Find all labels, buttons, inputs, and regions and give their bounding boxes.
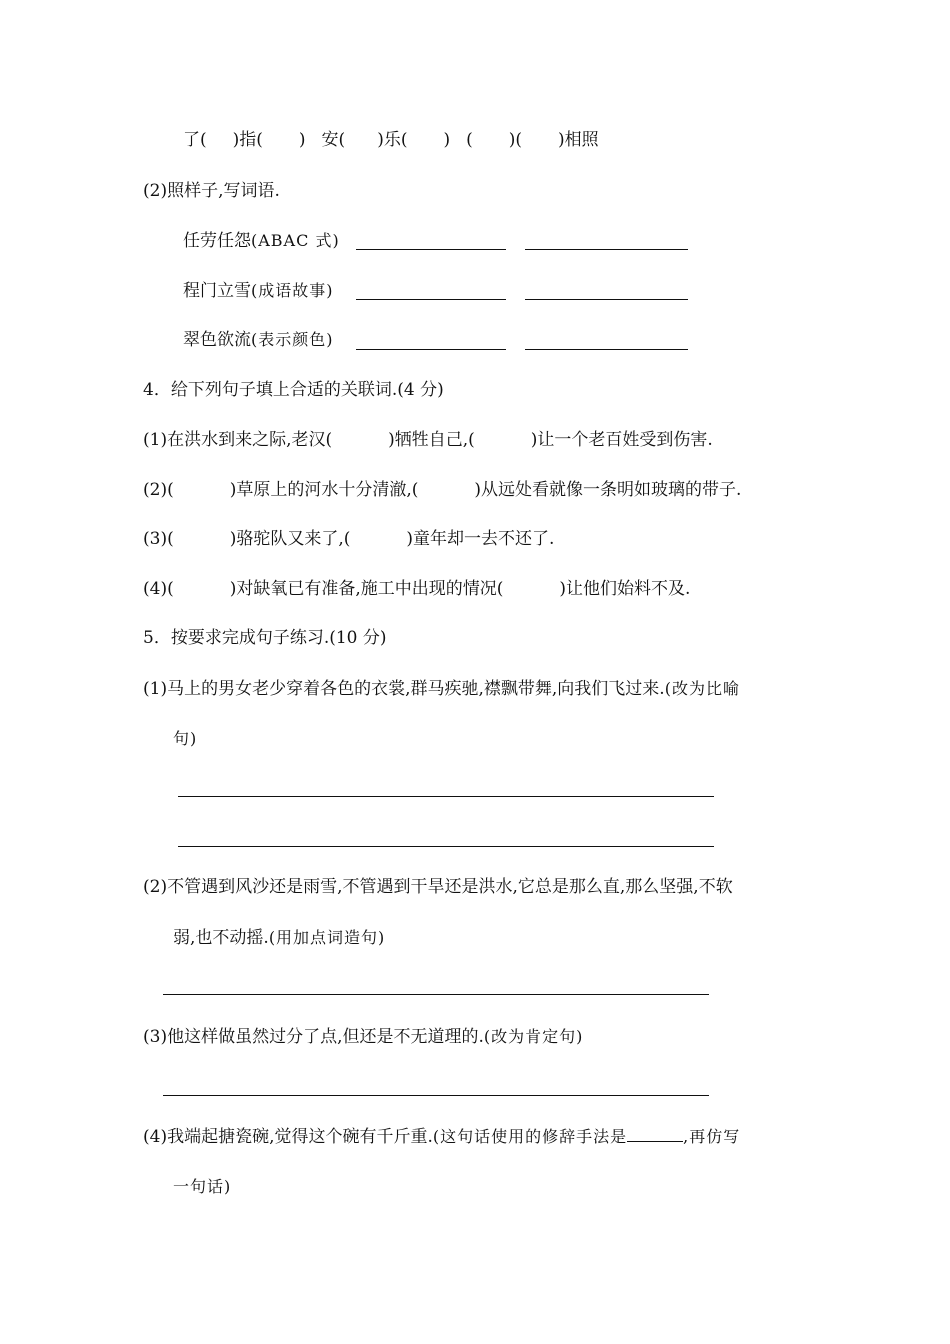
answer-line[interactable]	[525, 249, 688, 250]
q5-item-1-cont: 句)	[173, 729, 198, 748]
q5-item-3: (3)他这样做虽然过分了点,但还是不无道理的.(改为肯定句)	[143, 1027, 584, 1047]
fill-row-text: (	[466, 130, 473, 150]
fill-row-text: )乐(	[377, 130, 408, 150]
instruction-note: (改为比喻	[664, 679, 740, 698]
fill-row-text: )	[298, 130, 306, 150]
example-hint: (ABAC 式)	[251, 231, 340, 250]
answer-line[interactable]	[178, 846, 714, 847]
q4-title: 4．给下列句子填上合适的关联词.(4 分)	[143, 380, 444, 400]
q4-item-1: (1)在洪水到来之际,老汉( )牺牲自己,( )让一个老百姓受到伤害.	[143, 430, 713, 450]
fill-row-text: )相照	[558, 130, 599, 150]
q5-item-4-cont: 一句话)	[173, 1177, 232, 1196]
example-word: 任劳任怨	[183, 231, 251, 251]
example-word: 翠色欲流	[183, 330, 251, 350]
q5-item-2: (2)不管遇到风沙还是雨雪,不管遇到干旱还是洪水,它总是那么直,那么坚强,不软	[143, 877, 733, 897]
instruction-note: ,再仿写	[683, 1127, 741, 1146]
q5-item-1: (1)马上的男女老少穿着各色的衣裳,群马疾驰,襟飘带舞,向我们飞过来.(改为比喻	[143, 679, 740, 699]
answer-line[interactable]	[525, 349, 688, 350]
instruction-note: (改为肯定句)	[483, 1027, 584, 1046]
example-row	[183, 229, 340, 253]
answer-line[interactable]	[356, 349, 506, 350]
fill-row	[183, 128, 599, 152]
example-row	[183, 328, 334, 352]
q4-item-4: (4)( )对缺氧已有准备,施工中出现的情况( )让他们始料不及.	[143, 579, 691, 599]
answer-line[interactable]	[163, 994, 709, 995]
q4-item-3: (3)( )骆驼队又来了,( )童年却一去不还了.	[143, 529, 555, 549]
q5-item-4: (4)我端起搪瓷碗,觉得这个碗有千斤重.(这句话使用的修辞手法是 ,再仿写	[143, 1127, 741, 1147]
example-hint: (成语故事)	[251, 281, 334, 300]
instruction-note: (这句话使用的修辞手法是	[432, 1127, 628, 1146]
q3-part2-title: (2)照样子,写词语.	[143, 181, 280, 201]
q5-item-2-cont: 弱,也不动摇.(用加点词造句)	[173, 928, 386, 948]
fill-row-text: )指(	[232, 130, 263, 150]
example-word: 程门立雪	[183, 281, 251, 301]
answer-line[interactable]	[356, 299, 506, 300]
fill-row-text: 了(	[183, 130, 207, 150]
fill-row-text: )	[443, 130, 451, 150]
q4-item-2: (2)( )草原上的河水十分清澈,( )从远处看就像一条明如玻璃的带子.	[143, 480, 742, 500]
answer-line[interactable]	[525, 299, 688, 300]
instruction-note: (用加点词造句)	[268, 928, 386, 947]
answer-line[interactable]	[356, 249, 506, 250]
example-hint: (表示颜色)	[251, 330, 334, 349]
answer-line[interactable]	[163, 1095, 709, 1096]
example-row	[183, 279, 334, 303]
q5-title: 5．按要求完成句子练习.(10 分)	[143, 628, 387, 648]
fill-row-text: 安(	[321, 130, 346, 150]
fill-row-text: )(	[508, 130, 522, 150]
answer-blank[interactable]	[627, 1125, 683, 1142]
answer-line[interactable]	[178, 796, 714, 797]
